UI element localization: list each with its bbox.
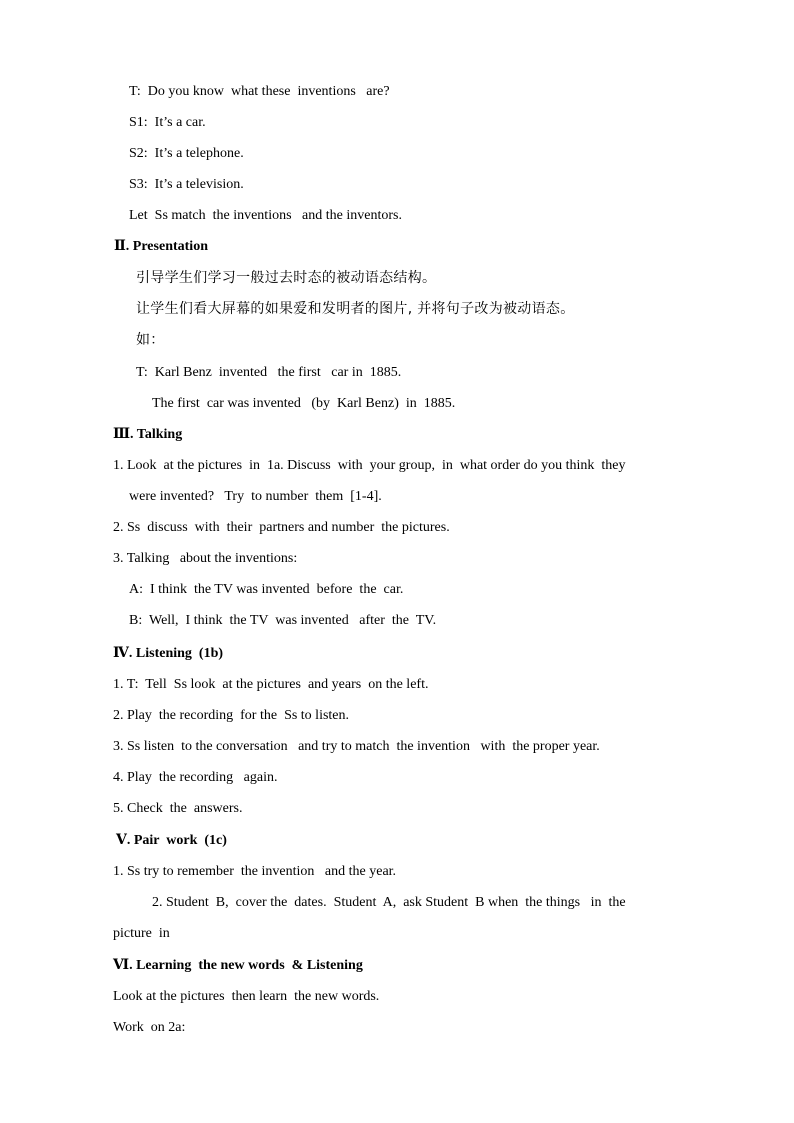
dialogue-line: B: Well, I think the TV was invented after the TV. [129, 613, 437, 628]
chinese-instruction-line: 引导学生们学习一般过去时态的被动语态结构。 [136, 270, 437, 286]
step-line: were invented? Try to number them [1-4]. [129, 489, 382, 504]
step-line: 1. Ss try to remember the invention and the year. [113, 864, 397, 879]
chinese-instruction-line: 让学生们看大屏幕的如果爱和发明者的图片, 并将句子改为被动语态。 [136, 301, 575, 317]
step-line: 2. Play the recording for the Ss to listen. [113, 708, 350, 723]
step-line: 5. Check the answers. [113, 801, 243, 816]
example-line: T: Karl Benz invented the first car in 1885. [136, 365, 402, 380]
step-line: 1. T: Tell Ss look at the pictures and years on the left. [113, 677, 429, 692]
example-line: The first car was invented (by Karl Benz) in 1885. [152, 396, 456, 411]
dialogue-line: S2: It’s a telephone. [129, 146, 244, 161]
step-line: 2. Student B, cover the dates. Student A, ask Student B when the things in the [152, 895, 626, 910]
instruction-line: Work on 2a: [113, 1020, 186, 1035]
section-heading-talking: Ⅲ. Talking [113, 427, 183, 442]
step-line: 3. Ss listen to the conversation and try to match the invention with the proper year. [113, 739, 600, 754]
chinese-example-label: 如： [136, 332, 165, 348]
dialogue-line: T: Do you know what these inventions are? [129, 84, 390, 99]
section-heading-pair-work: Ⅴ. Pair work (1c) [116, 833, 227, 848]
section-heading-presentation: Ⅱ. Presentation [114, 239, 208, 254]
dialogue-line: A: I think the TV was invented before the car. [129, 582, 404, 597]
step-line: 4. Play the recording again. [113, 770, 278, 785]
instruction-line: Look at the pictures then learn the new words. [113, 989, 380, 1004]
section-heading-learning: Ⅵ. Learning the new words & Listening [113, 958, 363, 973]
dialogue-line: S1: It’s a car. [129, 115, 206, 130]
dialogue-line: S3: It’s a television. [129, 177, 244, 192]
section-heading-listening: Ⅳ. Listening (1b) [113, 646, 224, 661]
step-line-continuation: picture in [113, 926, 170, 941]
step-line: 2. Ss discuss with their partners and number the pictures. [113, 520, 450, 535]
step-line: 1. Look at the pictures in 1a. Discuss with your group, in what order do you think they [113, 458, 626, 473]
step-line: 3. Talking about the inventions: [113, 551, 298, 566]
instruction-line: Let Ss match the inventions and the inventors. [129, 208, 402, 223]
